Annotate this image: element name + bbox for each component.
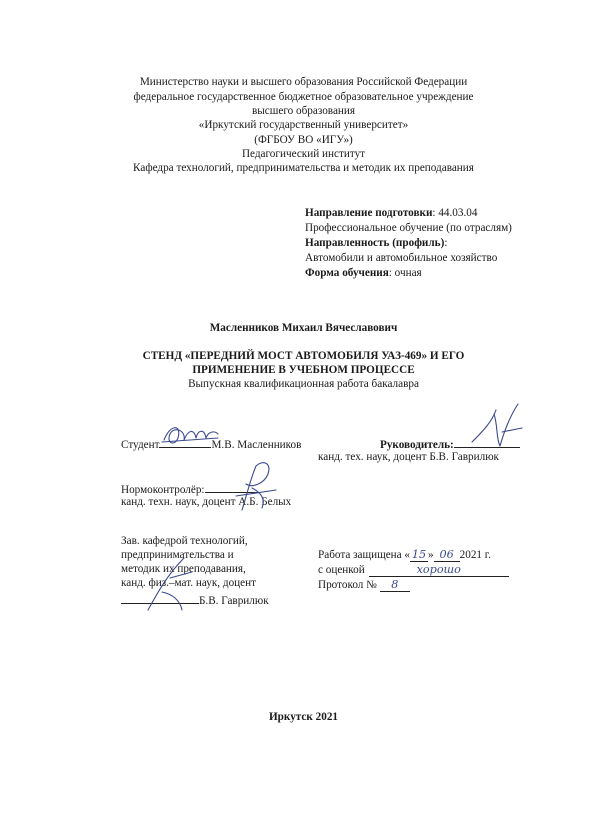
education-level-line: высшего образования	[251, 105, 356, 117]
defense-month: 06	[434, 548, 460, 562]
defense-day: 15	[411, 548, 427, 561]
student-name: М.В. Масленников	[211, 439, 302, 451]
grade-label: с оценкой	[318, 564, 365, 576]
defense-year: 2021 г.	[459, 549, 491, 561]
institute-name: Педагогический институт	[241, 148, 366, 160]
profile-label: Направленность (профиль)	[305, 237, 445, 249]
profile-value: Автомобили и автомобильное хозяйство	[305, 252, 498, 264]
supervisor-label: Руководитель:	[380, 436, 520, 452]
grade-value: хорошо	[369, 563, 509, 577]
study-form-line	[305, 267, 422, 280]
defense-quote: »	[428, 549, 434, 561]
head-name: Б.В. Гаврилюк	[199, 595, 269, 607]
department-name: Кафедра технологий, предпринимательства и методик их преподавания	[133, 162, 474, 174]
student-label: Студент	[121, 439, 160, 451]
head-title-line4: канд. физ.–мат. наук, доцент	[121, 577, 256, 589]
city-year: Иркутск 2021	[268, 711, 339, 723]
normcontrol-name: канд. техн. наук, доцент А.Б. Белых	[121, 496, 292, 508]
institution-type-line: федеральное государственное бюджетное образовательное учреждение	[133, 91, 474, 103]
head-title-line1: Зав. кафедрой технологий,	[121, 535, 248, 547]
supervisor-name: канд. тех. наук, доцент Б.В. Гаврилюк	[318, 451, 499, 463]
thesis-title-line1: СТЕНД «ПЕРЕДНИЙ МОСТ АВТОМОБИЛЯ УАЗ-469» И ЕГО	[142, 350, 465, 362]
protocol-number: 8	[380, 578, 410, 592]
normcontrol-signature-icon	[232, 458, 282, 518]
head-title-line3: методик их преподавания,	[121, 563, 246, 575]
normcontrol-label: Нормоконтролёр:	[121, 484, 205, 496]
protocol-line	[318, 578, 410, 592]
protocol-label: Протокол №	[318, 579, 377, 591]
grade-line	[318, 563, 509, 577]
study-form-value: : очная	[388, 267, 422, 279]
student-signature-icon	[160, 420, 220, 450]
ministry-line: Министерство науки и высшего образования Российской Федерации	[139, 76, 468, 88]
head-title-line2: предпринимательства и	[121, 549, 234, 561]
university-name: «Иркутский государственный университет»	[198, 119, 409, 131]
head-signature-icon	[140, 552, 200, 614]
university-abbr: (ФГБОУ ВО «ИГУ»)	[254, 134, 353, 146]
direction-name: Профессиональное обучение (по отраслям)	[305, 222, 512, 234]
defense-prefix: Работа защищена «	[318, 549, 411, 561]
author-name: Масленников Михаил Вячеславович	[209, 322, 398, 334]
study-form-label: Форма обучения	[305, 267, 389, 279]
direction-label: Направление подготовки	[305, 207, 433, 219]
profile-line	[305, 237, 447, 250]
thesis-type: Выпускная квалификационная работа бакалавра	[188, 378, 419, 390]
thesis-title-line2: ПРИМЕНЕНИЕ В УЧЕБНОМ ПРОЦЕССЕ	[192, 364, 415, 376]
direction-code: : 44.03.04	[432, 207, 478, 219]
defense-date-line	[318, 548, 491, 562]
profile-colon: :	[444, 237, 448, 249]
supervisor-signature-icon	[466, 402, 526, 452]
direction-line	[305, 207, 477, 220]
